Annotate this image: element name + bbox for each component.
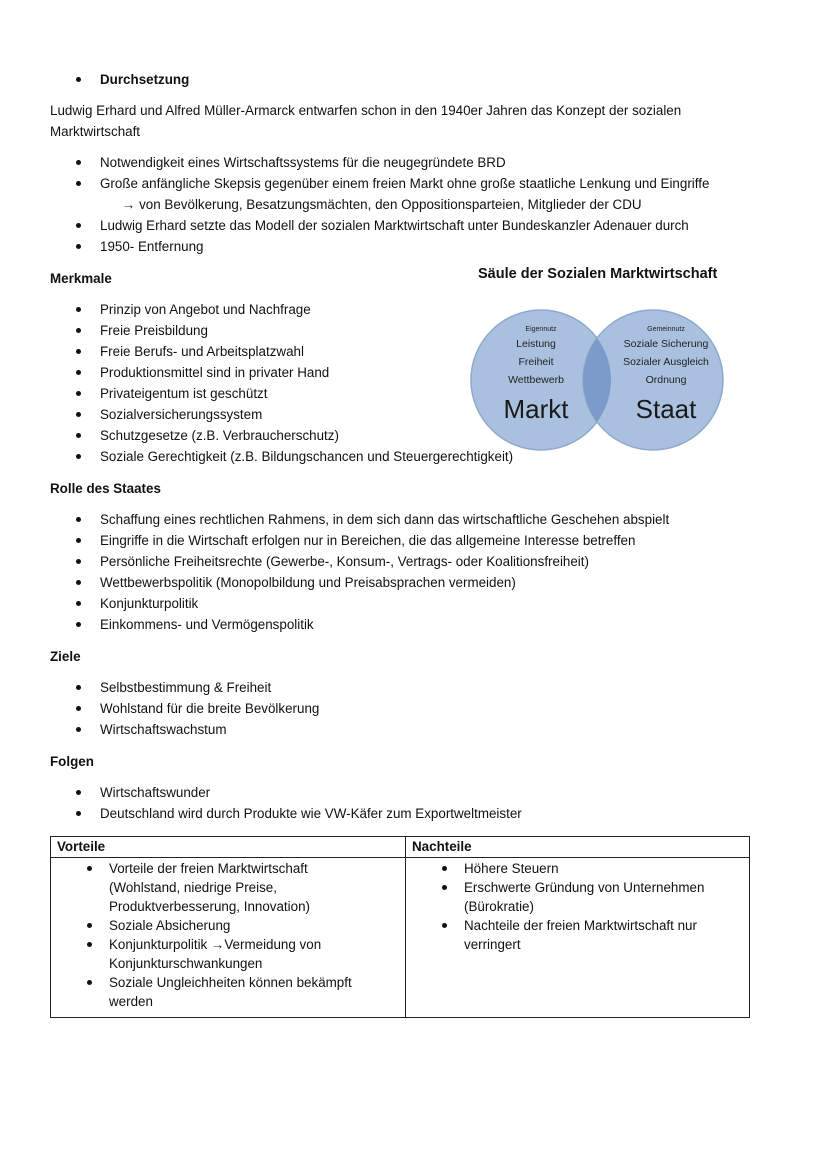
table-row	[51, 858, 750, 1018]
folgen-heading: Folgen	[50, 754, 94, 769]
pros-cons-table	[50, 836, 750, 1018]
eigennutz-label: Eigennutz	[525, 326, 557, 333]
list-item: Prinzip von Angebot und Nachfrage	[100, 299, 620, 320]
list-item: Einkommens- und Vermögenspolitik	[100, 614, 780, 635]
staat-value: Soziale Sicherung	[623, 338, 709, 350]
ziele-list	[100, 677, 700, 740]
list-item: Erschwerte Gründung von Unternehmen (Bürokratie)	[464, 878, 734, 916]
merkmale-heading: Merkmale	[50, 271, 112, 286]
list-item: Wettbewerbspolitik (Monopolbildung und Preisabsprachen vermeiden)	[100, 572, 780, 593]
list-item: Deutschland wird durch Produkte wie VW-Käfer zum Exportweltmeister	[100, 803, 740, 824]
markt-value: Freiheit	[518, 356, 554, 368]
vorteile-header: Vorteile	[51, 837, 406, 858]
list-item: Freie Berufs- und Arbeitsplatzwahl	[100, 341, 620, 362]
list-item: Soziale Ungleichheiten können bekämpft werden	[109, 973, 379, 1011]
markt-label: Markt	[503, 394, 569, 424]
list-item: Vorteile der freien Marktwirtschaft (Wohlstand, niedrige Preise, Produktverbesserung, Innovation)	[109, 859, 379, 916]
list-item: Freie Preisbildung	[100, 320, 620, 341]
nachteile-header: Nachteile	[406, 837, 750, 858]
list-item: 1950- Entfernung	[100, 236, 760, 257]
list-item: Wirtschaftswachstum	[100, 719, 700, 740]
rolle-heading: Rolle des Staates	[50, 481, 161, 496]
list-item: Große anfängliche Skepsis gegenüber einem freien Markt ohne große staatliche Lenkung und Eingriffe	[100, 173, 760, 194]
list-item: Schutzgesetze (z.B. Verbraucherschutz)	[100, 425, 620, 446]
list-item: Schaffung eines rechtlichen Rahmens, in dem sich dann das wirtschaftliche Geschehen abspielt	[100, 509, 780, 530]
list-item: Eingriffe in die Wirtschaft erfolgen nur in Bereichen, die das allgemeine Interesse betreffen	[100, 530, 780, 551]
list-item-continuation: → von Bevölkerung, Besatzungsmächten, den Oppositionsparteien, Mitglieder der CDU	[122, 197, 642, 212]
staat-value: Ordnung	[645, 374, 687, 386]
durchsetzung-heading: Durchsetzung	[100, 69, 189, 90]
list-item: Wohlstand für die breite Bevölkerung	[100, 698, 700, 719]
markt-value: Wettbewerb	[508, 374, 564, 386]
gemeinnutz-label: Gemeinnutz	[647, 326, 685, 333]
markt-value: Leistung	[516, 338, 556, 350]
list-item: Soziale Absicherung	[109, 916, 379, 935]
vorteile-cell	[51, 858, 406, 1018]
diagram-title: Säule der Sozialen Marktwirtschaft	[478, 266, 718, 282]
list-item: Ludwig Erhard setzte das Modell der sozialen Marktwirtschaft unter Bundeskanzler Adenauer durch	[100, 215, 760, 236]
list-item: Konjunkturpolitik →Vermeidung von Konjunkturschwankungen	[109, 935, 379, 973]
list-item: Notwendigkeit eines Wirtschaftssystems für die neugegründete BRD	[100, 152, 760, 173]
list-item: Konjunkturpolitik	[100, 593, 780, 614]
ziele-heading: Ziele	[50, 649, 81, 664]
list-item: Produktionsmittel sind in privater Hand	[100, 362, 620, 383]
durchsetzung-list	[100, 152, 760, 257]
staat-values	[606, 335, 726, 389]
list-item: Persönliche Freiheitsrechte (Gewerbe-, Konsum-, Vertrags- oder Koalitionsfreiheit)	[100, 551, 780, 572]
list-item: Höhere Steuern	[464, 859, 734, 878]
list-item: Nachteile der freien Marktwirtschaft nur verringert	[464, 916, 734, 954]
list-item: Sozialversicherungssystem	[100, 404, 620, 425]
nachteile-cell	[406, 858, 750, 1018]
durchsetzung-heading-list	[100, 69, 189, 90]
rolle-list	[100, 509, 780, 635]
markt-values	[476, 335, 596, 389]
list-item: Wirtschaftswunder	[100, 782, 740, 803]
staat-label: Staat	[635, 394, 697, 424]
list-item: Privateigentum ist geschützt	[100, 383, 620, 404]
table-header-row	[51, 837, 750, 858]
staat-value: Sozialer Ausgleich	[623, 356, 709, 368]
list-item: Selbstbestimmung & Freiheit	[100, 677, 700, 698]
durchsetzung-intro: Ludwig Erhard und Alfred Müller-Armarck entwarfen schon in den 1940er Jahren das Konzept der sozialen Marktwirtschaft	[50, 103, 682, 139]
folgen-list	[100, 782, 740, 824]
list-item: Soziale Gerechtigkeit (z.B. Bildungschancen und Steuergerechtigkeit)	[100, 446, 620, 467]
